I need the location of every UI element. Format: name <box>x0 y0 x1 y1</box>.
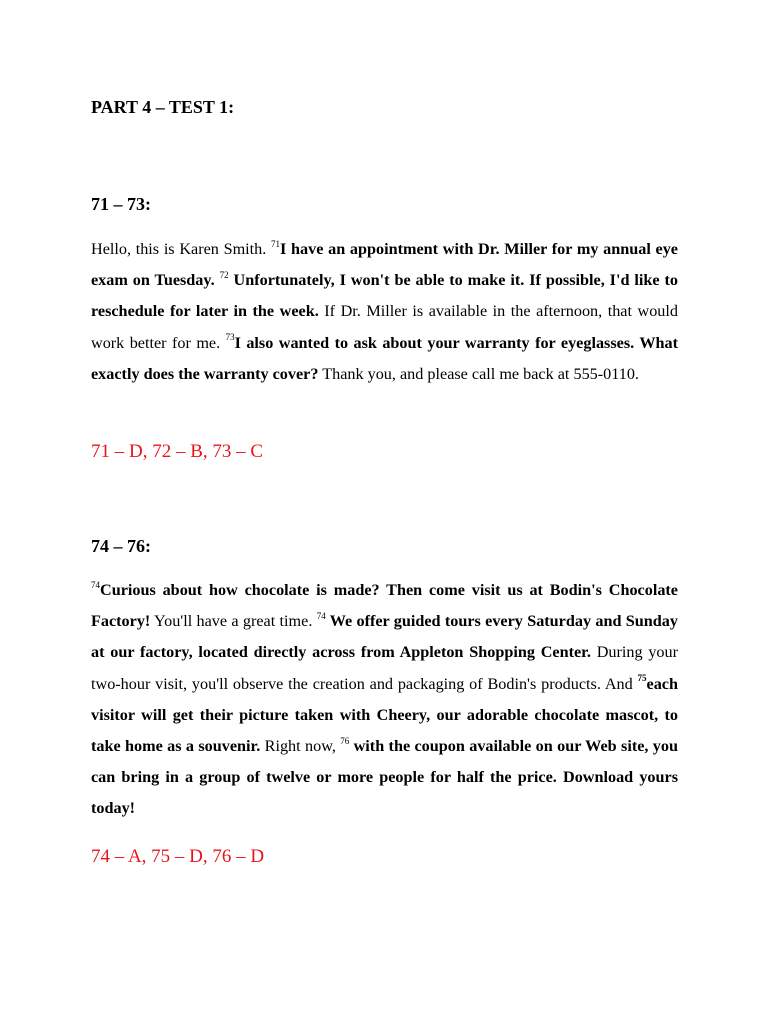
transcript-text <box>215 271 220 289</box>
highlighted-answer-text: I also wanted to ask about your warranty for eyeglasses. What exactly does the warranty cover? <box>91 333 678 383</box>
transcript-text: During your two-hour visit, you'll observe the creation and packaging of Bodin's products. And <box>91 643 679 693</box>
transcript-text: If Dr. Miller is available in the afternoon, that would work better for me. <box>91 302 678 352</box>
page-title: PART 4 – TEST 1: <box>91 97 235 117</box>
answer-key-71-73: 71 – D, 72 – B, 73 – C <box>91 441 264 462</box>
transcript-text: Hello, this is Karen Smith. <box>91 240 272 258</box>
answer-key-74-76: 74 – A, 75 – D, 76 – D <box>91 846 265 867</box>
highlighted-answer-text: We offer guided tours every Saturday and Sunday at our factory, located directly across from Appleton Shopping Center. <box>91 612 678 662</box>
highlighted-answer-text: Unfortunately, I won't be able to make it. If possible, I'd like to reschedule for later in the week. <box>91 271 678 321</box>
question-reference-marker: 76 <box>340 735 350 746</box>
transcript-paragraph-74-76 <box>91 575 678 825</box>
transcript-text: Right now, <box>260 737 341 756</box>
transcript-text: You'll have a great time. <box>150 612 317 631</box>
question-reference-marker: 75 <box>637 673 647 684</box>
highlighted-answer-text: I have an appointment with Dr. Miller for my annual eye exam on Tuesday. <box>91 240 678 290</box>
section-heading-74-76: 74 – 76: <box>91 536 151 556</box>
section-heading-71-73: 71 – 73: <box>91 194 151 214</box>
question-reference-marker: 72 <box>219 269 229 280</box>
question-reference-marker: 74 <box>316 610 326 621</box>
highlighted-answer-text: Curious about how chocolate is made? Then come visit us at Bodin's Chocolate Factory! <box>91 581 678 631</box>
question-reference-marker: 74 <box>91 579 100 590</box>
highlighted-answer-text: with the coupon available on our Web site, you can bring in a group of twelve or more people for half the price. Download yours today! <box>91 737 678 818</box>
transcript-text: Thank you, and please call me back at 555-0110. <box>318 364 639 383</box>
question-reference-marker: 71 <box>271 238 281 249</box>
highlighted-answer-text: each visitor will get their picture taken with Cheery, our adorable chocolate mascot, to take home as a souvenir. <box>91 674 678 756</box>
question-reference-marker: 73 <box>225 332 235 343</box>
transcript-paragraph-71-73 <box>91 234 678 390</box>
